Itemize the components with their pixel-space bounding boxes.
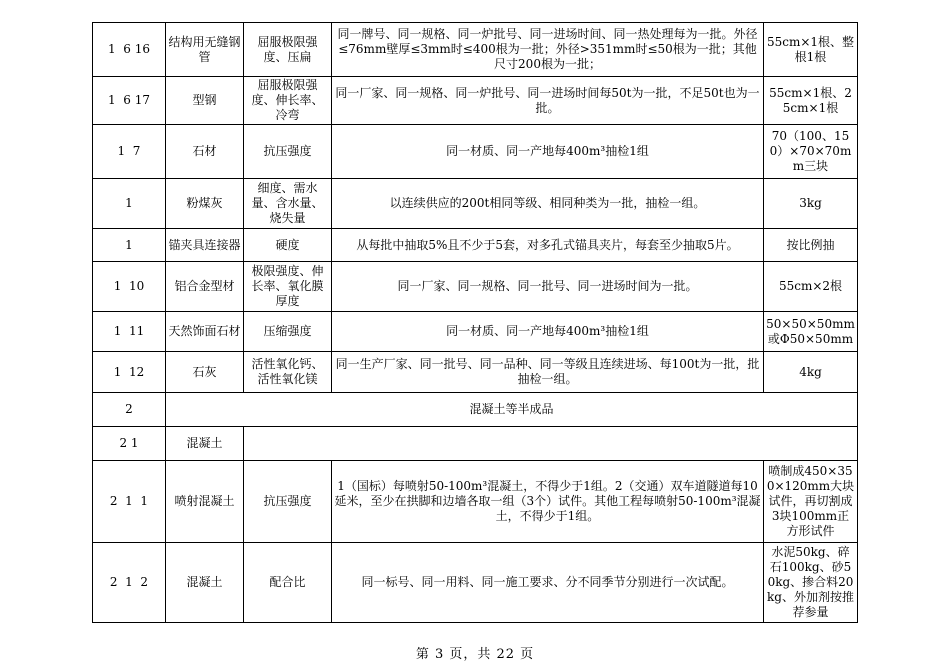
table-row bbox=[93, 229, 858, 262]
inspection-table bbox=[92, 22, 858, 623]
material-name: 粉煤灰 bbox=[166, 179, 244, 229]
row-code: 1 10 bbox=[93, 262, 166, 312]
table-row bbox=[93, 77, 858, 125]
section-code: 2 bbox=[93, 393, 166, 427]
sample-spec: 50×50×50mm或Φ50×50mm bbox=[764, 312, 858, 352]
row-code: 2 1 1 bbox=[93, 461, 166, 543]
test-item: 屈服极限强度、伸长率、冷弯 bbox=[244, 77, 332, 125]
test-item: 屈服极限强度、压扁 bbox=[244, 23, 332, 77]
sample-spec: 4kg bbox=[764, 352, 858, 393]
test-item: 硬度 bbox=[244, 229, 332, 262]
material-name: 石灰 bbox=[166, 352, 244, 393]
batch-rule: 同一标号、同一用料、同一施工要求、分不同季节分别进行一次试配。 bbox=[332, 543, 764, 623]
row-code: 1 bbox=[93, 229, 166, 262]
material-name: 喷射混凝土 bbox=[166, 461, 244, 543]
material-name: 铝合金型材 bbox=[166, 262, 244, 312]
batch-rule: 以连续供应的200t相同等级、相同种类为一批，抽检一组。 bbox=[332, 179, 764, 229]
row-code: 1 bbox=[93, 179, 166, 229]
subsection-row bbox=[93, 427, 858, 461]
sample-spec: 3kg bbox=[764, 179, 858, 229]
test-item: 配合比 bbox=[244, 543, 332, 623]
material-name: 结构用无缝钢管 bbox=[166, 23, 244, 77]
batch-rule: 同一厂家、同一规格、同一批号、同一进场时间为一批。 bbox=[332, 262, 764, 312]
test-item: 活性氧化钙、活性氧化镁 bbox=[244, 352, 332, 393]
batch-rule: 同一材质、同一产地每400m³抽检1组 bbox=[332, 312, 764, 352]
page-footer: 第 3 页，共 22 页 bbox=[415, 647, 535, 662]
row-code: 1 6 16 bbox=[93, 23, 166, 77]
table-row bbox=[93, 543, 858, 623]
material-name: 石材 bbox=[166, 125, 244, 179]
empty-cell bbox=[244, 427, 858, 461]
test-item: 极限强度、伸长率、氧化膜厚度 bbox=[244, 262, 332, 312]
subsection-label: 混凝土 bbox=[166, 427, 244, 461]
subsection-code: 2 1 bbox=[93, 427, 166, 461]
test-item: 抗压强度 bbox=[244, 125, 332, 179]
table-row bbox=[93, 461, 858, 543]
row-code: 1 7 bbox=[93, 125, 166, 179]
table-row bbox=[93, 125, 858, 179]
material-name: 天然饰面石材 bbox=[166, 312, 244, 352]
sample-spec: 70（100、150）×70×70mm三块 bbox=[764, 125, 858, 179]
table-row bbox=[93, 179, 858, 229]
section-row bbox=[93, 393, 858, 427]
row-code: 1 11 bbox=[93, 312, 166, 352]
table-row bbox=[93, 23, 858, 77]
table-row bbox=[93, 262, 858, 312]
sample-spec: 水泥50kg、碎石100kg、砂50kg、掺合料20kg、外加剂按推荐参量 bbox=[764, 543, 858, 623]
sample-spec: 喷制成450×350×120mm大块试件，再切割成3块100mm正方形试件 bbox=[764, 461, 858, 543]
table-row bbox=[93, 352, 858, 393]
row-code: 1 6 17 bbox=[93, 77, 166, 125]
material-name: 混凝土 bbox=[166, 543, 244, 623]
section-label: 混凝土等半成品 bbox=[166, 393, 858, 427]
table-row bbox=[93, 312, 858, 352]
batch-rule: 同一牌号、同一规格、同一炉批号、同一进场时间、同一热处理每为一批。外径≤76mm壁厚≤3mm时≤400根为一批；外径>351mm时≤50根为一批；其他尺寸200根为一批； bbox=[332, 23, 764, 77]
batch-rule: 同一生产厂家、同一批号、同一品种、同一等级且连续进场、每100t为一批，批抽检一组。 bbox=[332, 352, 764, 393]
material-name: 锚夹具连接器 bbox=[166, 229, 244, 262]
row-code: 2 1 2 bbox=[93, 543, 166, 623]
row-code: 1 12 bbox=[93, 352, 166, 393]
test-item: 细度、需水量、含水量、烧失量 bbox=[244, 179, 332, 229]
batch-rule: 同一材质、同一产地每400m³抽检1组 bbox=[332, 125, 764, 179]
batch-rule: 从每批中抽取5%且不少于5套，对多孔式锚具夹片，每套至少抽取5片。 bbox=[332, 229, 764, 262]
sample-spec: 55cm×2根 bbox=[764, 262, 858, 312]
sample-spec: 按比例抽 bbox=[764, 229, 858, 262]
test-item: 抗压强度 bbox=[244, 461, 332, 543]
sample-spec: 55cm×1根、25cm×1根 bbox=[764, 77, 858, 125]
material-name: 型钢 bbox=[166, 77, 244, 125]
batch-rule: 1（国标）每喷射50-100m³混凝土，不得少于1组。2（交通）双车道隧道每10延米，至少在拱脚和边墙各取一组（3个）试件。其他工程每喷射50-100m³混凝土，不得少于1组。 bbox=[332, 461, 764, 543]
batch-rule: 同一厂家、同一规格、同一炉批号、同一进场时间每50t为一批，不足50t也为一批。 bbox=[332, 77, 764, 125]
test-item: 压缩强度 bbox=[244, 312, 332, 352]
sample-spec: 55cm×1根、整根1根 bbox=[764, 23, 858, 77]
